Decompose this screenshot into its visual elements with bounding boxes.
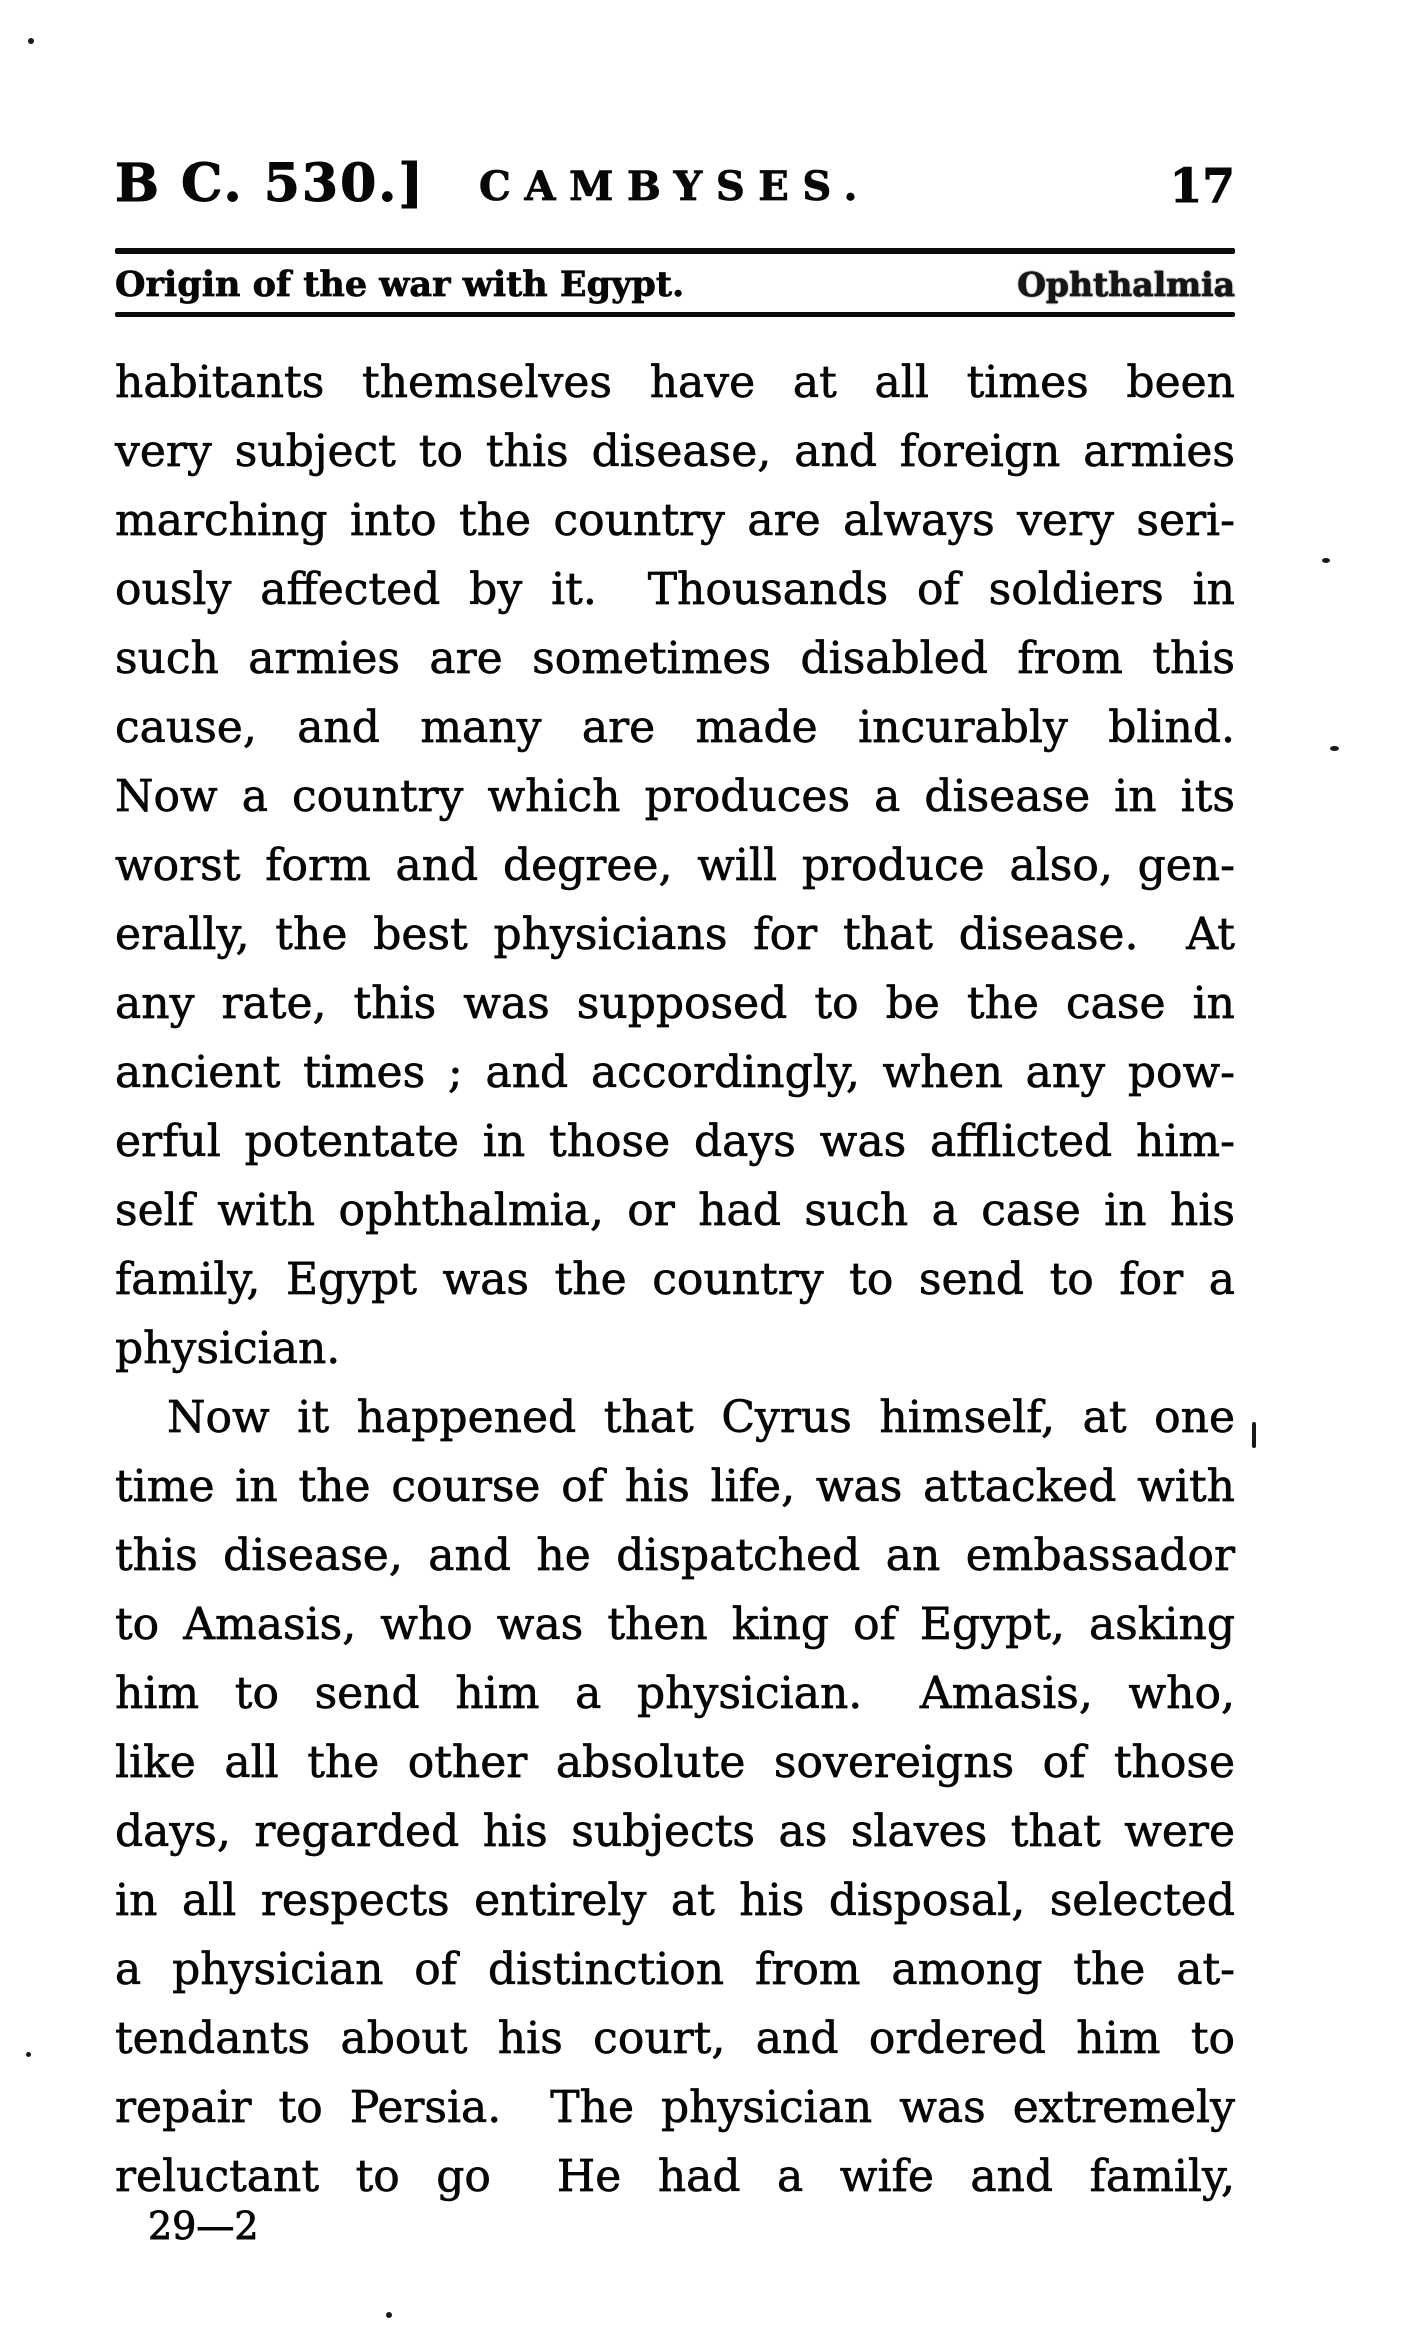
body-line: this disease, and he dispatched an embassador (115, 1530, 1235, 1581)
body-line: to Amasis, who was then king of Egypt, asking (115, 1599, 1235, 1650)
subhead-right-note: Ophthalmia (1017, 264, 1235, 304)
head-rule-bottom (115, 312, 1235, 317)
body-line: time in the course of his life, was attacked with (115, 1461, 1235, 1512)
body-line: Now a country which produces a disease in its (115, 771, 1235, 822)
body-line: such armies are sometimes disabled from this (115, 633, 1235, 684)
scan-speck (28, 38, 34, 44)
body-line: tendants about his court, and ordered him to (115, 2013, 1235, 2064)
body-text (115, 348, 1235, 2211)
body-line: him to send him a physician. Amasis, who, (115, 1668, 1235, 1719)
head-rule-top (115, 248, 1235, 254)
scan-speck (26, 2052, 31, 2057)
chapter-title: CAMBYSES. (479, 163, 871, 210)
body-line: marching into the country are always very seri- (115, 495, 1235, 546)
section-subhead (115, 258, 1235, 310)
scan-speck (1322, 558, 1330, 563)
page-number: 17 (1169, 159, 1235, 214)
body-line: like all the other absolute sovereigns of those (115, 1737, 1235, 1788)
scan-speck (1330, 746, 1339, 751)
body-line: in all respects entirely at his disposal, selected (115, 1875, 1235, 1926)
body-line: self with ophthalmia, or had such a case in his (115, 1185, 1235, 1236)
body-line: repair to Persia. The physician was extremely (115, 2082, 1235, 2133)
body-line: physician. (115, 1323, 341, 1374)
body-line: ously affected by it. Thousands of soldiers in (115, 564, 1235, 615)
body-line: erful potentate in those days was afflicted him- (115, 1116, 1235, 1167)
body-line: days, regarded his subjects as slaves that were (115, 1806, 1235, 1857)
body-line: Now it happened that Cyrus himself, at one (167, 1392, 1235, 1443)
running-head (115, 152, 1235, 214)
body-line: reluctant to go He had a wife and family, (115, 2151, 1235, 2202)
body-line: any rate, this was supposed to be the case in (115, 978, 1235, 1029)
subhead-left-note: Origin of the war with Egypt. (115, 263, 685, 305)
body-line: a physician of distinction from among the at- (115, 1944, 1235, 1995)
scan-speck (1252, 1422, 1256, 1448)
body-line: family, Egypt was the country to send to for a (115, 1254, 1235, 1305)
body-line: very subject to this disease, and foreign armies (115, 426, 1235, 477)
body-line: worst form and degree, will produce also, gen- (115, 840, 1235, 891)
scan-speck (386, 2312, 392, 2318)
signature-mark: 29—2 (148, 2204, 259, 2248)
body-line: habitants themselves have at all times been (115, 357, 1235, 408)
body-line: ancient times ; and accordingly, when any pow- (115, 1047, 1235, 1098)
body-line: cause, and many are made incurably blind. (115, 702, 1235, 753)
era-label: B C. 530.] (115, 153, 425, 214)
body-line: erally, the best physicians for that disease. At (115, 909, 1235, 960)
